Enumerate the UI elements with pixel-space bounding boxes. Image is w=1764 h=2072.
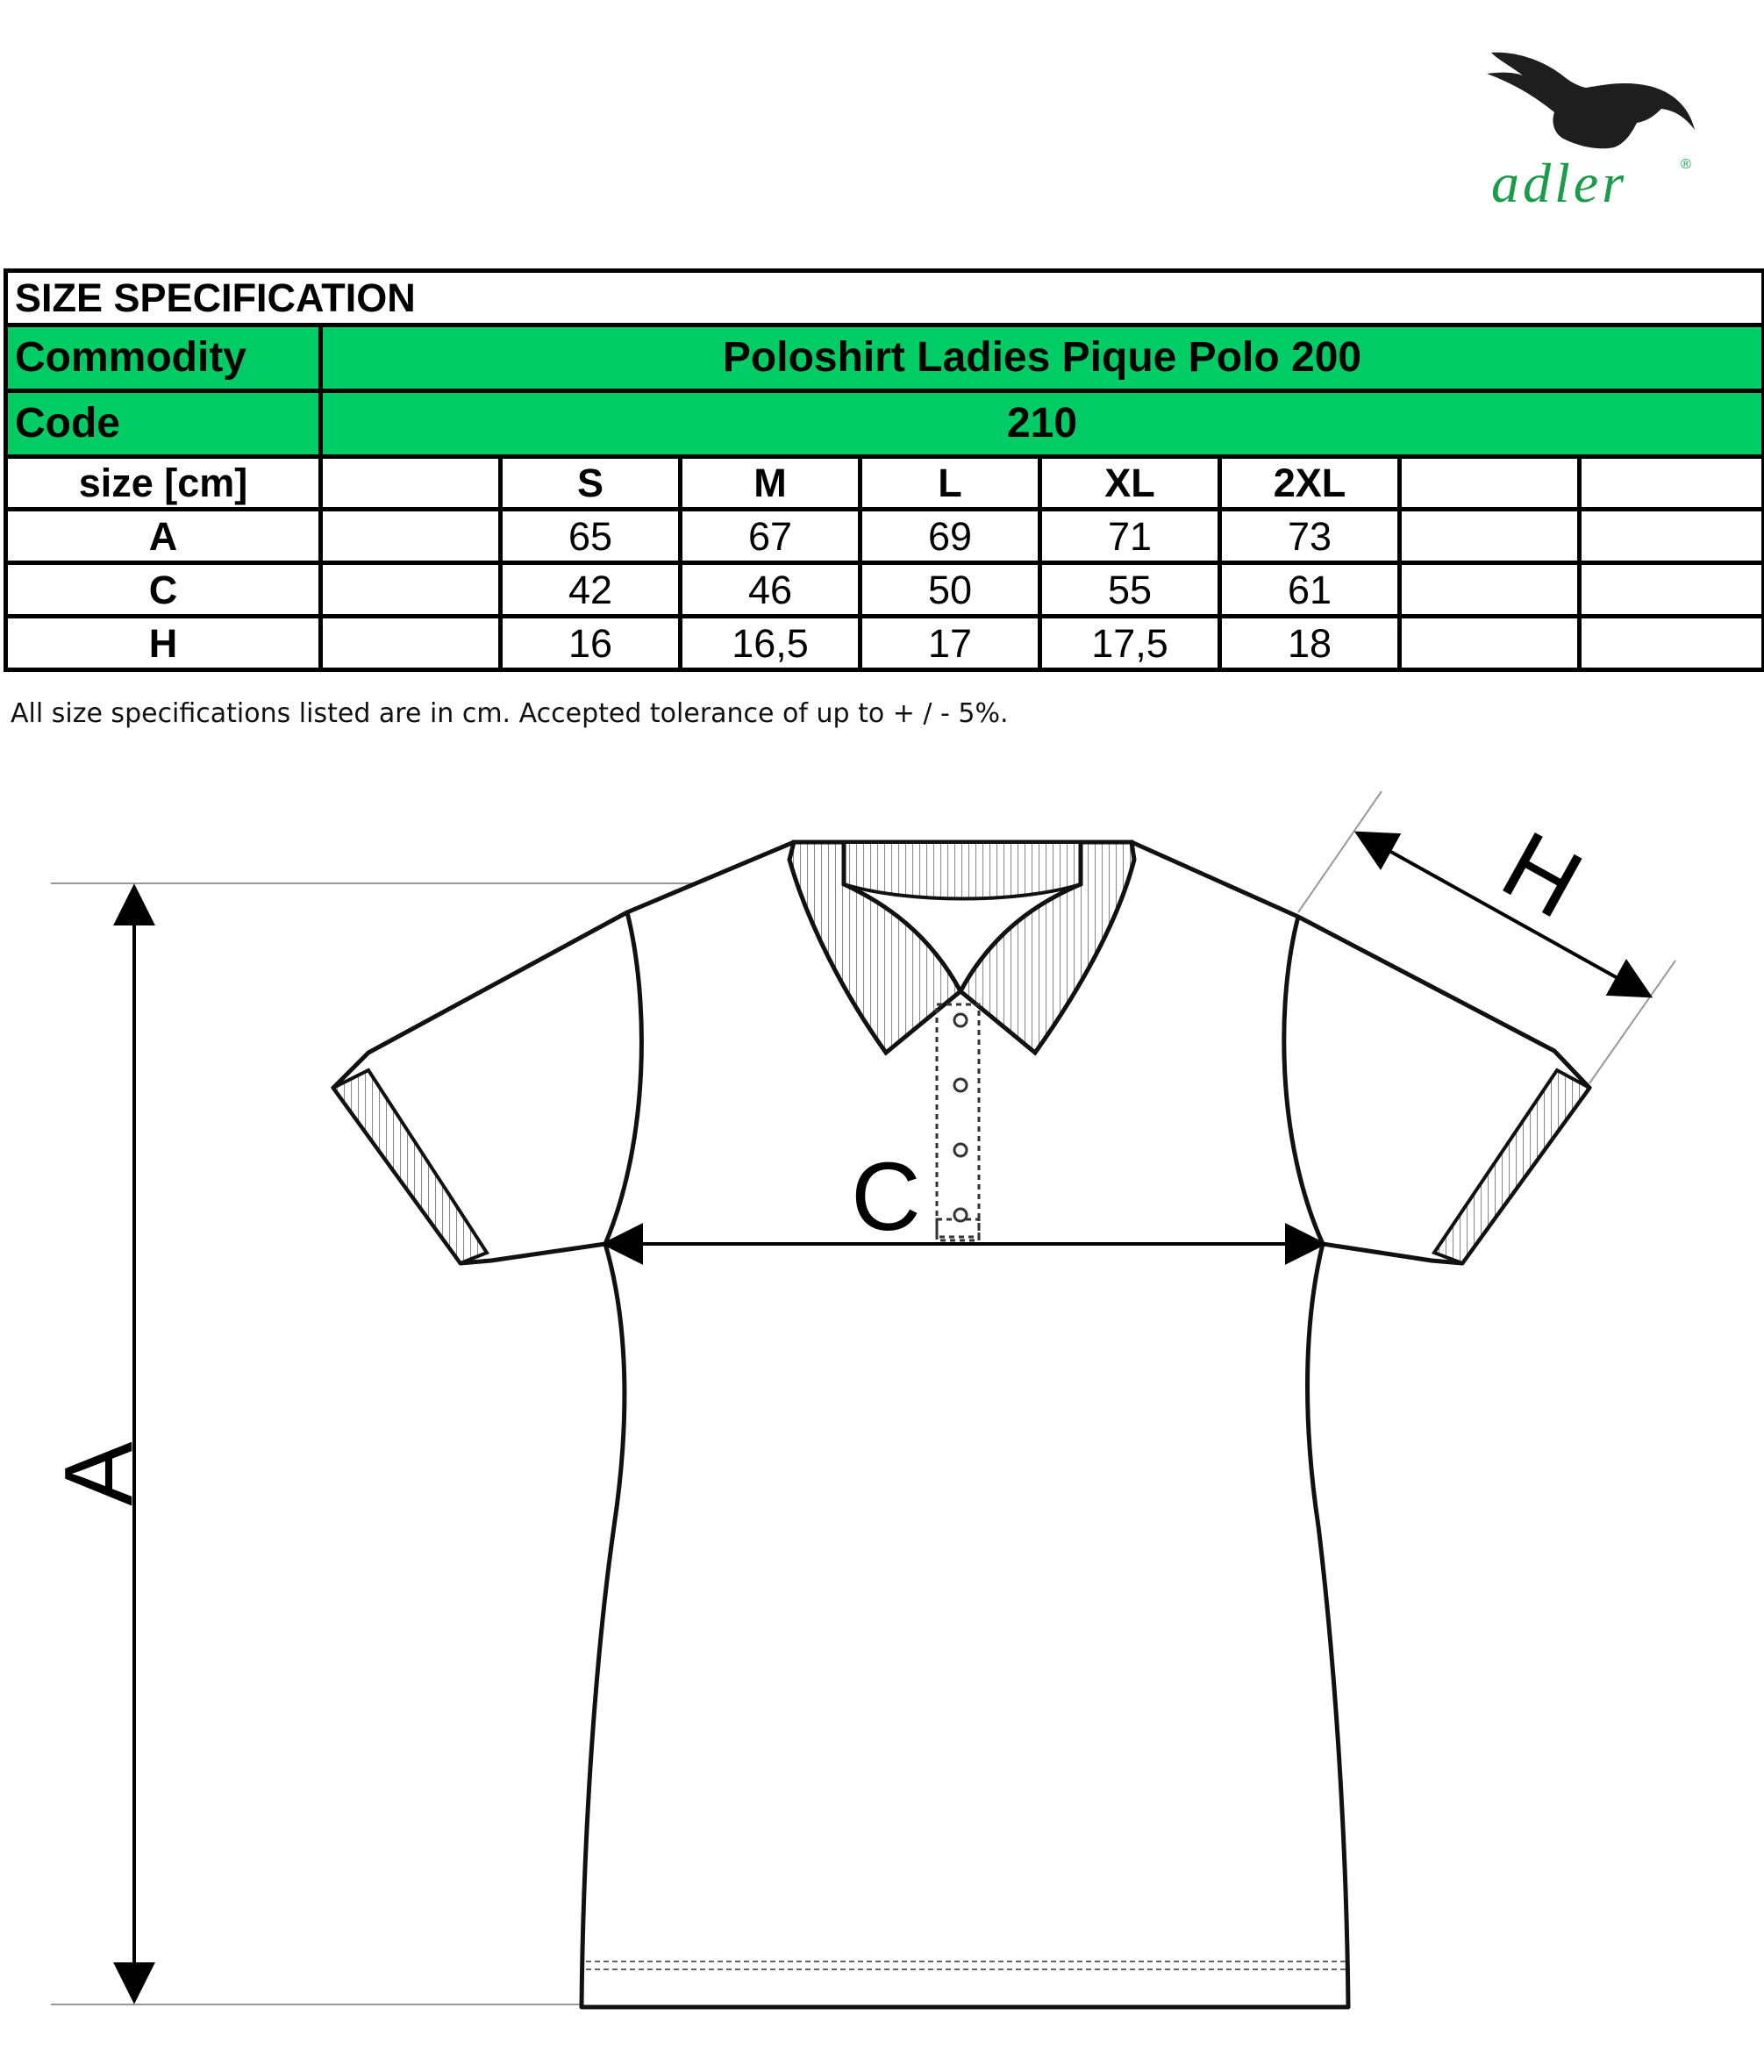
table-cell: 18 xyxy=(1220,617,1400,670)
size-header-cell xyxy=(321,457,501,510)
table-title: SIZE SPECIFICATION xyxy=(6,271,1764,325)
back-neck-band xyxy=(844,842,1081,899)
button-icon xyxy=(954,1209,967,1221)
tolerance-note: All size specifications listed are in cm. Accepted tolerance of up to + / - 5%. xyxy=(11,698,1009,729)
row-label: H xyxy=(6,617,321,670)
table-cell xyxy=(1400,510,1580,563)
size-spec-table xyxy=(4,268,1764,672)
table-cell: 69 xyxy=(861,510,1040,563)
commodity-value: Poloshirt Ladies Pique Polo 200 xyxy=(321,325,1764,391)
size-header-cell: S xyxy=(501,457,681,510)
table-cell xyxy=(1400,563,1580,617)
size-header-cell xyxy=(1580,457,1764,510)
table-cell: 46 xyxy=(681,563,861,617)
eagle-icon xyxy=(1487,53,1695,148)
h-guide-line-bottom xyxy=(1589,961,1675,1083)
table-cell xyxy=(321,563,501,617)
dimension-a-label: A xyxy=(45,1441,153,1506)
dimension-h-label: H xyxy=(1485,811,1599,940)
table-cell: 42 xyxy=(501,563,681,617)
table-row xyxy=(6,617,1764,670)
row-label: A xyxy=(6,510,321,563)
table-cell: 16,5 xyxy=(681,617,861,670)
table-cell: 16 xyxy=(501,617,681,670)
table-cell: 55 xyxy=(1040,563,1220,617)
code-value: 210 xyxy=(321,391,1764,457)
size-header-label: size [cm] xyxy=(6,457,321,510)
table-cell: 71 xyxy=(1040,510,1220,563)
registered-mark: ® xyxy=(1681,157,1691,172)
size-header-cell xyxy=(1400,457,1580,510)
table-cell xyxy=(1580,617,1764,670)
table-cell: 67 xyxy=(681,510,861,563)
size-header-cell: XL xyxy=(1040,457,1220,510)
button-icon xyxy=(954,1079,967,1091)
button-icon xyxy=(954,1014,967,1026)
table-cell xyxy=(321,617,501,670)
table-cell xyxy=(321,510,501,563)
table-cell: 17 xyxy=(861,617,1040,670)
polo-shirt-diagram xyxy=(0,772,1764,2072)
h-guide-line-top xyxy=(1298,791,1382,912)
size-header-cell: 2XL xyxy=(1220,457,1400,510)
table-cell xyxy=(1400,617,1580,670)
brand-name: adler xyxy=(1491,152,1628,214)
dimension-c-label: C xyxy=(851,1143,921,1251)
table-cell xyxy=(1580,510,1764,563)
commodity-label: Commodity xyxy=(6,325,321,391)
table-cell: 61 xyxy=(1220,563,1400,617)
code-label: Code xyxy=(6,391,321,457)
size-header-cell: L xyxy=(861,457,1040,510)
size-header-row xyxy=(6,457,1764,510)
table-cell: 73 xyxy=(1220,510,1400,563)
button-icon xyxy=(954,1144,967,1156)
table-row xyxy=(6,563,1764,617)
table-cell: 50 xyxy=(861,563,1040,617)
table-cell xyxy=(1580,563,1764,617)
table-row xyxy=(6,510,1764,563)
adler-logo xyxy=(1474,35,1710,219)
row-label: C xyxy=(6,563,321,617)
table-cell: 65 xyxy=(501,510,681,563)
size-header-cell: M xyxy=(681,457,861,510)
table-cell: 17,5 xyxy=(1040,617,1220,670)
